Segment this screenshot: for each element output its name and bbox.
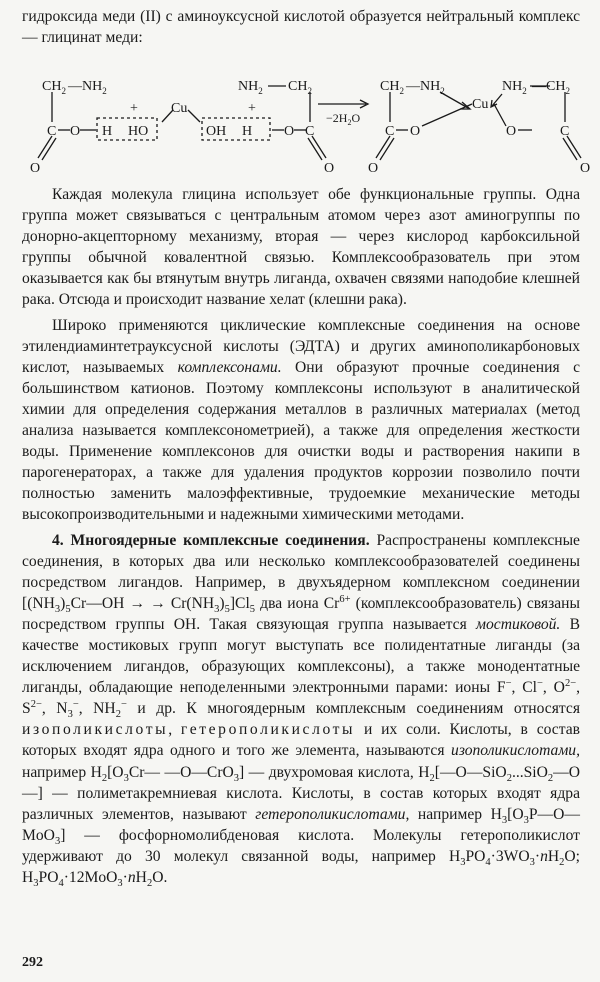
term-heteropolyacids: гетерополикислотами,	[255, 805, 410, 823]
bond-line	[188, 110, 200, 122]
term-isopolyacids: изополикислотами,	[451, 742, 580, 760]
main-text	[22, 184, 580, 888]
o-label: O	[506, 124, 517, 139]
nh2-label: $—NH_2$	[68, 79, 107, 96]
plus-label: +	[248, 101, 256, 116]
o-label: O	[580, 161, 590, 176]
ch2-label: $CH_2$	[288, 79, 312, 96]
condition-label: $-2H_2O$	[326, 111, 361, 127]
cu-label: Cu	[472, 97, 489, 112]
h-label: H	[242, 124, 253, 139]
intro-paragraph: гидроксида меди (II) с аминоуксусной кислотой образуется нейтральный комплекс — глицинат меди:	[22, 8, 580, 47]
ho-label: HO	[128, 124, 149, 139]
h-label: H	[102, 124, 113, 139]
o-label: O	[30, 161, 41, 176]
o-label: O	[410, 124, 421, 139]
paragraph-chelate: Каждая молекула глицина использует обе функциональные группы. Одна группа может связываться с центральным атомом через азот аминогруппы по донорно-акцепторному механизму, вторая — через кислород карбоксильной группы обычной ковалентной связью. Комплексообразователь при этом оказывается как бы втянутым внутрь лиганда, охвачен связями наподобие клешней рака. Отсюда и происходит название хелат (клешни рака).	[22, 186, 580, 309]
nh2-label: $NH_2$	[238, 79, 263, 96]
term-isopolyacids-spaced: изополикислоты	[22, 721, 169, 739]
c-label: C	[385, 124, 395, 139]
reaction-scheme	[10, 62, 590, 180]
ch2-label: $CH_2$	[380, 79, 404, 96]
page-number: 292	[22, 955, 43, 970]
paragraph-polynuclear: 4. Многоядерные комплексные соединения. Распространены комплексные соединения, в которых два или несколько комплексообразователей соединены посредством лигандов. Например, в двухъядерном комплексном соединении [$(NH_3)_5Cr—OH$ → → $Cr(NH_3)_5]Cl_5$ два иона $Cr^{6+}$ (комплексообразователь) связаны посредством группы ОН. Такая связующая группа называется мостиковой. В качестве мостиковых групп могут выступать все полидентатные лиганды (за исключением лигандов, образующих комплексоны), а также монодентатные лиганды, обладающие неподеленными электронными парами: ионы F−, Cl−, $O^{2-}$, $S^{2-}$, $N_3^-$, $NH_2^-$ и др. К многоядерным комплексным соединениям относятся изополикислоты, гетерополикислоты и их соли. Кислоты, в состав которых входят ядра одного и того же элемента, называются изополикислотами, например $H_2[O_3Cr—$ —O—CrO$_3$] — двухромовая кислота, $H_2[—O—SiO_2...SiO_2—O—]$ — полиметакремниевая кислота. Кислоты, в состав которых входят ядра различных элементов, называют гетерополикислотами, например $H_3[O_3P—O—MoO_3]$ — фосфорномолибденовая кислота. Молекулы гетерополикислот удерживают до 30 молекул связанной воды, например $H_3PO_4\cdot 3WO_3\cdot nH_2O$; $H_3PO_4\cdot 12MoO_3\cdot nH_2O$.	[22, 531, 581, 890]
c-label: C	[47, 124, 57, 139]
c-label: C	[305, 124, 315, 139]
term-complexones: комплексонами.	[177, 358, 282, 376]
bond-line	[422, 104, 472, 126]
o-label: O	[70, 124, 81, 139]
bond-line	[494, 104, 506, 126]
ch2-label: $CH_2$	[42, 79, 66, 96]
intro-text	[22, 6, 580, 48]
o-label: O	[284, 124, 295, 139]
cu-label: Cu	[171, 101, 188, 116]
ch2-label: $—CH_2$	[532, 79, 570, 96]
section-heading: 4. Многоядерные комплексные соединения.	[52, 531, 370, 549]
nh2-label: $—NH_2$	[406, 79, 445, 96]
o-label: O	[324, 161, 335, 176]
paragraph-complexones: Широко применяются циклические комплексные соединения на основе этилендиаминтетрауксусной кислоты (ЭДТА) и других аминополикарбоновых кислот, называемых комплексонами. Они образуют прочные соединения с большинством катионов. Поэтому комплексоны используют в аналитической химии для определения содержания металлов в различных материалах (метод анализа называется комплексонометрией), а также для определения жесткости воды. Применение комплексонов для очистки воды и растворения накипи в парогенераторах, а также для удаления продуктов коррозии позволило почти полностью заменить малоэффективные, трудоемкие механические методы высокопроизводительными и надежными химическими методами.	[22, 316, 580, 524]
term-bridging: мостиковой.	[476, 615, 561, 633]
o-label: O	[368, 161, 379, 176]
oh-label: OH	[206, 124, 227, 139]
term-heteropolyacids-spaced: гетерополикислоты	[180, 721, 356, 739]
c-label: C	[560, 124, 570, 139]
plus-label: +	[130, 101, 138, 116]
nh2-label: $NH_2$	[502, 79, 527, 96]
